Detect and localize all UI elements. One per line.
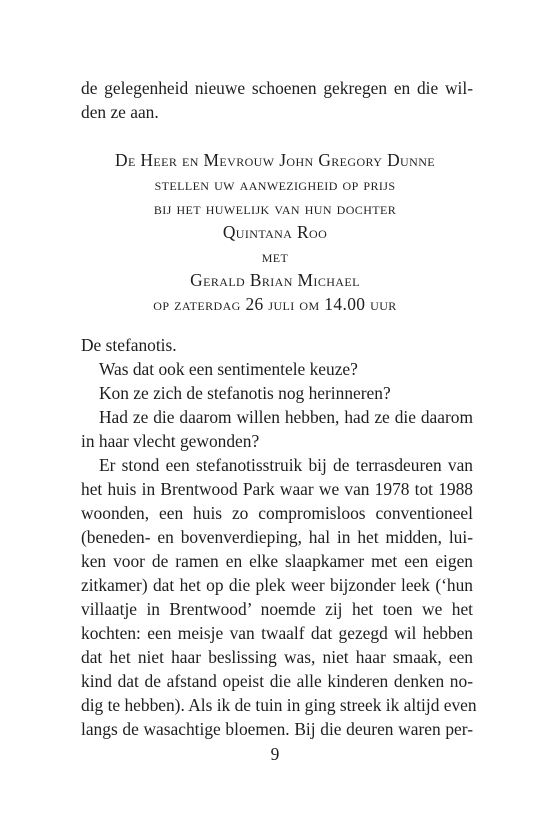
- intro-line-2: den ze aan.: [81, 102, 159, 122]
- body-line-15: kind dat de afstand opeist die alle kinderen denken no-: [81, 671, 473, 691]
- body-line-5: in haar vlecht gewonden?: [81, 431, 260, 451]
- body-line-3: Kon ze zich de stefanotis nog herinneren?: [99, 383, 391, 403]
- body-line-17: langs de wasachtige bloemen. Bij die deuren waren per-: [81, 719, 473, 739]
- body-line-14: dat het niet haar beslissing was, niet haar smaak, een: [81, 647, 473, 667]
- invitation-line-6: Gerald Brian Michael: [190, 270, 360, 290]
- invitation-line-1: De Heer en Mevrouw John Gregory Dunne: [114, 150, 435, 170]
- body-line-6: Er stond een stefanotisstruik bij de terrasdeuren van: [99, 455, 473, 475]
- body-line-8: woonden, een huis zo compromisloos conventioneel: [81, 503, 473, 523]
- invitation-line-4: Quintana Roo: [222, 222, 328, 242]
- body-line-9: (beneden- en bovenverdieping, hal in het midden, lui-: [81, 527, 473, 547]
- body-line-12: villaatje in Brentwood’ noemde zij het toen we het: [81, 599, 473, 619]
- body-line-10: ken voor de ramen en elke slaapkamer met een eigen: [81, 551, 473, 571]
- body-line-13: kochten: een meisje van twaalf dat gezegd wil hebben: [81, 623, 473, 643]
- body-line-11: zitkamer) dat het op die plek weer bijzonder leek (‘hun: [81, 575, 473, 595]
- invitation-line-3: bij het huwelijk van hun dochter: [153, 198, 397, 218]
- invitation-line-7: op zaterdag 26 juli om 14.00 uur: [153, 294, 397, 314]
- body-line-1: De stefanotis.: [81, 335, 177, 355]
- body-line-2: Was dat ook een sentimentele keuze?: [99, 359, 358, 379]
- page-number: 9: [270, 744, 280, 764]
- invitation-line-2: stellen uw aanwezigheid op prijs: [154, 174, 396, 194]
- body-line-4: Had ze die daarom willen hebben, had ze die daarom: [99, 407, 473, 427]
- invitation-line-5: met: [261, 246, 289, 266]
- body-line-7: het huis in Brentwood Park waar we van 1978 tot 1988: [81, 479, 473, 499]
- intro-line-1: de gelegenheid nieuwe schoenen gekregen en die wil-: [81, 78, 473, 98]
- body-line-16: dig te hebben). Als ik de tuin in ging streek ik altijd even: [81, 695, 477, 715]
